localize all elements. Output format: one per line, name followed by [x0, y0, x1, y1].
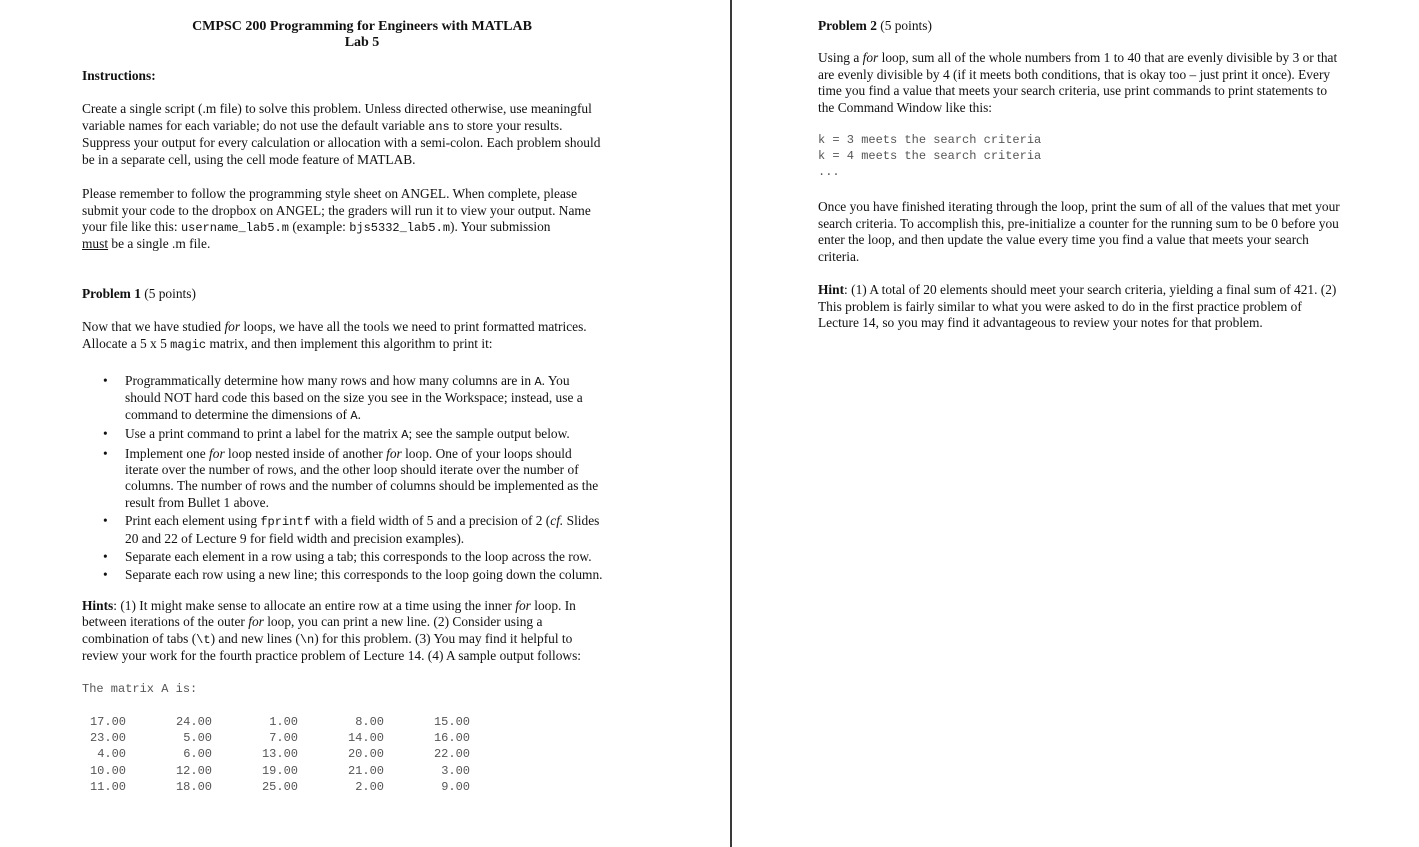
b3-text-c: loop. One of your loops should: [401, 445, 572, 461]
matrix-cell: 2.00: [355, 779, 384, 794]
p2-l2: are evenly divisible by 4 (if it meets both conditions, that is okay too – just print it once). Every: [818, 67, 1331, 82]
instr-p1-line-4: be in a separate cell, using the cell mode feature of MATLAB.: [82, 152, 416, 167]
bullet-item: [100, 513, 603, 547]
p2-l1b: loop, sum all of the whole numbers from 1 to 40 that are evenly divisible by 3 or that: [878, 50, 1338, 65]
problem-1-label: Problem 1: [82, 286, 141, 301]
matrix-cell: 12.00: [175, 763, 212, 778]
p1-intro-b: loops, we have all the tools we need to print formatted matrices.: [240, 319, 587, 334]
hints-l4: review your work for the fourth practice problem of Lecture 14. (4) A sample output follows:: [82, 648, 582, 663]
matrix-cell: 25.00: [261, 779, 298, 794]
matrix-cell: 13.00: [261, 747, 298, 762]
hints-for-2: for: [248, 614, 264, 629]
matrix-cell: 22.00: [433, 747, 470, 762]
p2-l3: time you find a value that meets your search criteria, use print commands to print statements to: [818, 83, 1328, 98]
code-line-1: k = 3 meets the search criteria: [818, 133, 1042, 147]
instructions-heading: Instructions:: [82, 68, 156, 83]
bullet-item: [100, 549, 603, 565]
b2-text: Use a print command to print a label for the matrix: [125, 426, 402, 442]
code-line-2: k = 4 meets the search criteria: [818, 149, 1042, 163]
b4-text: Print each element using: [125, 513, 261, 529]
p2-sum-l4: criteria.: [818, 249, 860, 264]
matrix-row: [82, 779, 482, 795]
bullet-item: [100, 426, 603, 443]
b2-code: A: [401, 428, 409, 443]
newline-escape-code: \n: [299, 633, 315, 647]
p2-sum-l1: Once you have finished iterating through the loop, print the sum of all of the values that met your: [818, 199, 1340, 214]
matrix-cell: 11.00: [89, 779, 126, 794]
matrix-cell: 3.00: [441, 763, 470, 778]
hints-for-1: for: [515, 598, 531, 613]
b1-code: A: [534, 375, 542, 389]
problem-2-label: Problem 2: [818, 18, 877, 33]
matrix-row: [82, 746, 482, 762]
matrix-cell: 24.00: [175, 715, 212, 729]
bullet-item: [100, 373, 603, 424]
instr-p1-line-2a: variable names for each variable; do not use the default variable: [82, 118, 429, 133]
fprintf-code: fprintf: [260, 515, 311, 530]
matrix-cell: 14.00: [347, 731, 384, 746]
b4-text-b: with a field width of 5 and a precision of 2 (: [310, 513, 551, 529]
hints-label: Hints: [82, 598, 114, 613]
algorithm-bullet-list: [100, 373, 603, 586]
matrix-cell: 21.00: [347, 763, 384, 778]
instr-p2-line-3b: (example:: [288, 219, 350, 234]
hint-l1: : (1) A total of 20 elements should meet your search criteria, yielding a final sum of 421. (2): [844, 282, 1337, 297]
matrix-cell: 10.00: [89, 763, 126, 778]
ans-code: ans: [428, 120, 450, 134]
p2-sum-l3: enter the loop, and then update the value every time you find a value that meets your search: [818, 232, 1309, 247]
instr-p2-line-4b: be a single .m file.: [108, 236, 211, 251]
instr-p1-line-1: Create a single script (.m file) to solve this problem. Unless directed otherwise, use meaningful: [82, 101, 592, 116]
b3-line-2: iterate over the number of rows, and the other loop should iterate over the number of: [125, 462, 579, 478]
hints-l1b: loop. In: [530, 598, 576, 613]
matrix-cell: 19.00: [261, 763, 298, 778]
problem-2-points: (5 points): [876, 18, 932, 33]
b1-line-2: should NOT hard code this based on the size you see in the Workspace; instead, use a: [125, 390, 583, 406]
document-title: CMPSC 200 Programming for Engineers with MATLAB: [192, 19, 532, 34]
matrix-cell: 18.00: [175, 779, 212, 794]
b6-text: • Separate each row using a new line; this corresponds to the loop going down the column.: [125, 567, 603, 583]
matrix-cell: 6.00: [183, 747, 212, 762]
matrix-cell: 7.00: [269, 731, 298, 746]
p1-intro-for: for: [224, 319, 241, 334]
p1-intro-a: Now that we have studied: [82, 319, 225, 334]
hints-l2a: between iterations of the outer: [82, 614, 249, 629]
page-divider: [730, 0, 732, 847]
bullet-item: [100, 567, 603, 583]
filename-pattern-code: username_lab5.m: [180, 221, 289, 235]
b1-line-3: command to determine the dimensions of: [125, 406, 351, 422]
hint-l3: Lecture 14, so you may find it advantageous to review your notes for that problem.: [818, 315, 1263, 330]
code-ellipsis: ...: [818, 165, 840, 179]
b3-line-4: result from Bullet 1 above.: [125, 494, 269, 510]
b3-text: Implement one: [125, 445, 210, 461]
matrix-cell: 15.00: [433, 715, 470, 729]
hint-label: Hint: [818, 282, 845, 297]
p2-l1a: Using a: [818, 50, 863, 65]
problem-1-heading: [82, 286, 196, 302]
p1-intro-d: matrix, and then implement this algorithm to print it:: [206, 336, 493, 351]
problem-2-heading: [818, 18, 932, 34]
p2-sum-l2: search criteria. To accomplish this, pre-initialize a counter for the running sum to be 0 before you: [818, 216, 1339, 231]
p1-intro-c: Allocate a 5 x 5: [82, 336, 171, 351]
hint-l2: This problem is fairly similar to what you were asked to do in the first practice problem of: [818, 299, 1302, 314]
instr-p2-line-3c: ). Your submission: [450, 219, 551, 234]
b4-text-c: Slides: [563, 513, 600, 529]
matrix-row: [82, 730, 482, 746]
filename-example-code: bjs5332_lab5.m: [349, 221, 451, 235]
hints-l3c: ) for this problem. (3) You may find it helpful to: [314, 631, 573, 646]
b2-text-b: ; see the sample output below.: [408, 426, 570, 442]
instr-p2-line-1: Please remember to follow the programming style sheet on ANGEL. When complete, please: [82, 186, 578, 201]
instr-p1-line-3: Suppress your output for every calculation or allocation with a semi-colon. Each problem should: [82, 135, 601, 150]
problem-1-points: (5 points): [140, 286, 196, 301]
hints-l3b: ) and new lines (: [210, 631, 300, 646]
b3-for-2: for: [386, 445, 402, 461]
matrix-cell: 20.00: [347, 747, 384, 762]
lab-number: Lab 5: [344, 35, 380, 50]
b4-line-2: 20 and 22 of Lecture 9 for field width and precision examples).: [125, 530, 465, 546]
bullet-item: [100, 446, 603, 512]
p2-l4: the Command Window like this:: [818, 100, 993, 115]
matrix-row: [82, 763, 482, 779]
b1-period: .: [357, 406, 361, 422]
matrix-cell: 17.00: [89, 715, 126, 729]
instr-p2-line-3a: your file like this:: [82, 219, 181, 234]
must-underlined: must: [82, 236, 109, 251]
b4-cf: cf.: [550, 513, 564, 529]
matrix-cell: 4.00: [97, 747, 126, 762]
b1-code-2: A: [350, 408, 358, 423]
matrix-cell: 16.00: [433, 731, 470, 746]
b3-for-1: for: [209, 445, 225, 461]
matrix-cell: 5.00: [183, 731, 212, 746]
hints-l2b: loop, you can print a new line. (2) Consider using a: [263, 614, 543, 629]
instr-p1-line-2b: to store your results.: [449, 118, 563, 133]
matrix-cell: 23.00: [89, 731, 126, 746]
hints-l1a: : (1) It might make sense to allocate an entire row at a time using the inner: [113, 598, 516, 613]
right-page: [733, 0, 1419, 847]
b1-text-b: . You: [541, 373, 570, 388]
b1-text: Programmatically determine how many rows and how many columns are in: [125, 373, 535, 388]
matrix-cell: 9.00: [441, 779, 470, 794]
hints-l3a: combination of tabs (: [82, 631, 197, 646]
magic-code: magic: [170, 338, 207, 352]
matrix-row: [82, 714, 482, 730]
instr-p2-line-2: submit your code to the dropbox on ANGEL; the graders will run it to view your output. Name: [82, 203, 591, 218]
b3-line-3: columns. The number of rows and the number of columns should be implemented as the: [125, 478, 599, 494]
matrix-cell: 8.00: [355, 715, 384, 729]
matrix-cell: 1.00: [269, 715, 298, 729]
p2-for: for: [862, 50, 879, 65]
b5-text: • Separate each element in a row using a tab; this corresponds to the loop across the row.: [125, 549, 592, 565]
sample-output-label: The matrix A is:: [82, 682, 198, 696]
tab-escape-code: \t: [196, 633, 211, 647]
b3-text-b: loop nested inside of another: [224, 445, 387, 461]
